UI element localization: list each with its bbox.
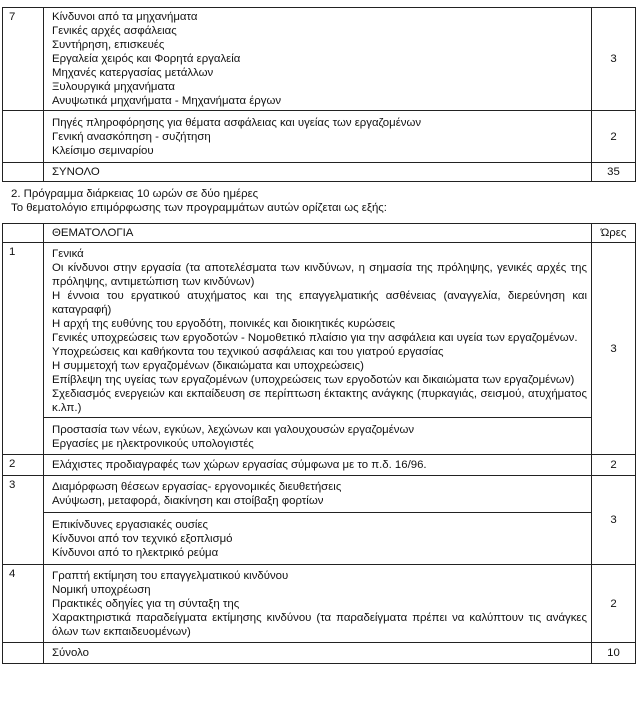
header-number-cell [3, 224, 44, 243]
topic-line: Η έννοια του εργατικού ατυχήματος και της επαγγελματικής ασθένειας (αναγγελία, διερεύνηση και καταγραφή) [52, 290, 587, 316]
table-row [3, 243, 636, 418]
topic-line: Προστασία των νέων, εγκύων, λεχώνων και γαλουχουσών εργαζομένων [52, 424, 415, 436]
topic-line: Εργαλεία χειρός και Φορητά εργαλεία [52, 53, 241, 65]
topic-line: Η συμμετοχή των εργαζομένων (δικαιώματα και υποχρεώσεις) [52, 360, 364, 372]
section-intro [11, 187, 631, 215]
row-number: 7 [3, 8, 44, 111]
topic-cell [44, 513, 592, 565]
topic-line: Γενικές υποχρεώσεις των εργοδοτών - Νομοθετικό πλαίσιο για την ασφάλεια και υγεία των εργαζομένων. [52, 332, 578, 344]
table-header-row [3, 224, 636, 243]
table-row [3, 455, 636, 476]
header-hours: Ώρες [592, 224, 636, 243]
topic-line: Διαμόρφωση θέσεων εργασίας- εργονομικές διευθετήσεις [52, 481, 342, 493]
topic-line: Σχεδιασμός ενεργειών και εκπαίδευση σε περίπτωση έκτακτης ανάγκης (πυρκαγιάς, σεισμού, ατυχήματος κ.λπ.) [52, 388, 587, 414]
table-row [3, 565, 636, 643]
topic-line: Ανυψωτικά μηχανήματα - Μηχανήματα έργων [52, 95, 282, 107]
total-label: ΣΥΝΟΛΟ [44, 163, 592, 182]
row-number [3, 163, 44, 182]
topic-line: Ελάχιστες προδιαγραφές των χώρων εργασίας σύμφωνα με το π.δ. 16/96. [52, 459, 427, 471]
topic-line: Ξυλουργικά μηχανήματα [52, 81, 175, 93]
row-number: 4 [3, 565, 44, 643]
hours-cell: 3 [592, 243, 636, 455]
topic-line: Υποχρεώσεις και καθήκοντα του τεχνικού ασφάλειας και του γιατρού εργασίας [52, 346, 444, 358]
topic-cell [44, 455, 592, 476]
topic-line: Γενικές αρχές ασφάλειας [52, 25, 177, 37]
topic-line: Συντήρηση, επισκευές [52, 39, 165, 51]
topic-line: Οι κίνδυνοι στην εργασία (τα αποτελέσματα των κινδύνων, η σημασία της πρόληψης, γενικές αρχές της πρόληψης, αντιμετώπιση των κινδύνων) [52, 262, 587, 288]
topic-line: Κλείσιμο σεμιναρίου [52, 145, 154, 157]
topic-line: Ανύψωση, μεταφορά, διακίνηση και στοίβαξη φορτίων [52, 495, 324, 507]
row-number: 2 [3, 455, 44, 476]
table-subrow [3, 418, 636, 455]
hours-cell: 2 [592, 111, 636, 163]
topic-line: Επίβλεψη της υγείας των εργαζομένων (υποχρεώσεις των εργοδοτών και δικαιώματα των εργαζομένων) [52, 374, 575, 386]
topic-line: Χαρακτηριστικά παραδείγματα εκτίμησης κινδύνου (τα παραδείγματα πρέπει να καλύπτουν τις ανάγκες όλων των εκπαιδευομένων) [52, 612, 587, 638]
topic-line: Κίνδυνοι από το ηλεκτρικό ρεύμα [52, 547, 219, 559]
program-subtitle: Το θεματολόγιο επιμόρφωσης των προγραμμάτων αυτών ορίζεται ως εξής: [11, 202, 387, 214]
row-number [3, 643, 44, 664]
header-topic: ΘΕΜΑΤΟΛΟΓΙΑ [44, 224, 592, 243]
hours-cell: 3 [592, 8, 636, 111]
topic-line: Γενική ανασκόπηση - συζήτηση [52, 131, 211, 143]
topic-line: Πηγές πληροφόρησης για θέματα ασφάλειας και υγείας των εργαζομένων [52, 117, 422, 129]
total-row [3, 643, 636, 664]
table-row [3, 111, 636, 163]
topic-cell [44, 8, 592, 111]
topic-line: Κίνδυνοι από τα μηχανήματα [52, 11, 198, 23]
topic-line: Γραπτή εκτίμηση του επαγγελματικού κινδύνου [52, 570, 289, 582]
topic-line: Η αρχή της ευθύνης του εργοδότη, ποινικές και διοικητικές κυρώσεις [52, 318, 396, 330]
topic-line: Γενικά [52, 248, 84, 260]
table-subrow [3, 513, 636, 565]
table-row [3, 476, 636, 513]
topic-cell [44, 476, 592, 513]
row-number [3, 111, 44, 163]
topic-line: Κίνδυνοι από τον τεχνικό εξοπλισμό [52, 533, 233, 545]
topic-line: Επικίνδυνες εργασιακές ουσίες [52, 519, 209, 531]
row-number: 1 [3, 243, 44, 455]
bottom-topics-table [2, 223, 636, 664]
topic-cell [44, 111, 592, 163]
topic-cell [44, 418, 592, 455]
total-hours: 10 [592, 643, 636, 664]
topic-cell [44, 565, 592, 643]
hours-cell: 3 [592, 476, 636, 565]
topic-cell [44, 243, 592, 418]
total-row [3, 163, 636, 182]
row-number: 3 [3, 476, 44, 565]
total-hours: 35 [592, 163, 636, 182]
table-row [3, 8, 636, 111]
topic-line: Μηχανές κατεργασίας μετάλλων [52, 67, 214, 79]
hours-cell: 2 [592, 565, 636, 643]
topic-line: Πρακτικές οδηγίες για τη σύνταξη της [52, 598, 240, 610]
topic-line: Νομική υποχρέωση [52, 584, 151, 596]
top-topics-table [2, 7, 636, 182]
total-label: Σύνολο [44, 643, 592, 664]
topic-line: Εργασίες με ηλεκτρονικούς υπολογιστές [52, 438, 254, 450]
hours-cell: 2 [592, 455, 636, 476]
program-title: 2. Πρόγραμμα διάρκειας 10 ωρών σε δύο ημέρες [11, 188, 259, 200]
